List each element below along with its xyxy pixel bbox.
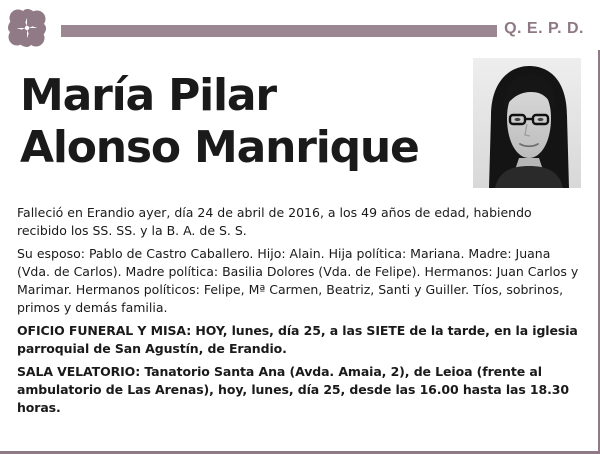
name-line-first: María Pilar [20,70,276,121]
name-line-surname: Alonso Manrique [20,122,419,173]
death-notice-paragraph: Falleció en Erandio ayer, día 24 de abril de 2016, a los 49 años de edad, habiendo recibido los SS. SS. y la B. A. de S. S. [17,205,532,238]
deceased-name [20,70,419,174]
portrait-photo [473,58,581,188]
header-bar [61,25,497,37]
family-paragraph: Su esposo: Pablo de Castro Caballero. Hijo: Alain. Hija política: Mariana. Madre: Juana (Vda. de Carlos). Madre política: Basilia Dolores (Vda. de Felipe). Hermanos: Juan Carlos y Marimar. Hermanos políticos: Felipe, Mª Carmen, Beatriz, Santi y Guiller. Tíos, sobrinos, primos y demás familia. [17,246,579,315]
notice-body [17,204,583,422]
lauburu-icon [4,5,50,51]
funeral-paragraph: OFICIO FUNERAL Y MISA: HOY, lunes, día 25, a las SIETE de la tarde, en la iglesia parroquial de San Agustín, de Erandio. [17,323,578,356]
qepd-label: Q. E. P. D. [504,20,584,37]
wake-paragraph: SALA VELATORIO: Tanatorio Santa Ana (Avda. Amaia, 2), de Leioa (frente al ambulatorio de Las Arenas), hoy, lunes, día 25, desde las 16.00 hasta las 18.30 horas. [17,364,569,415]
